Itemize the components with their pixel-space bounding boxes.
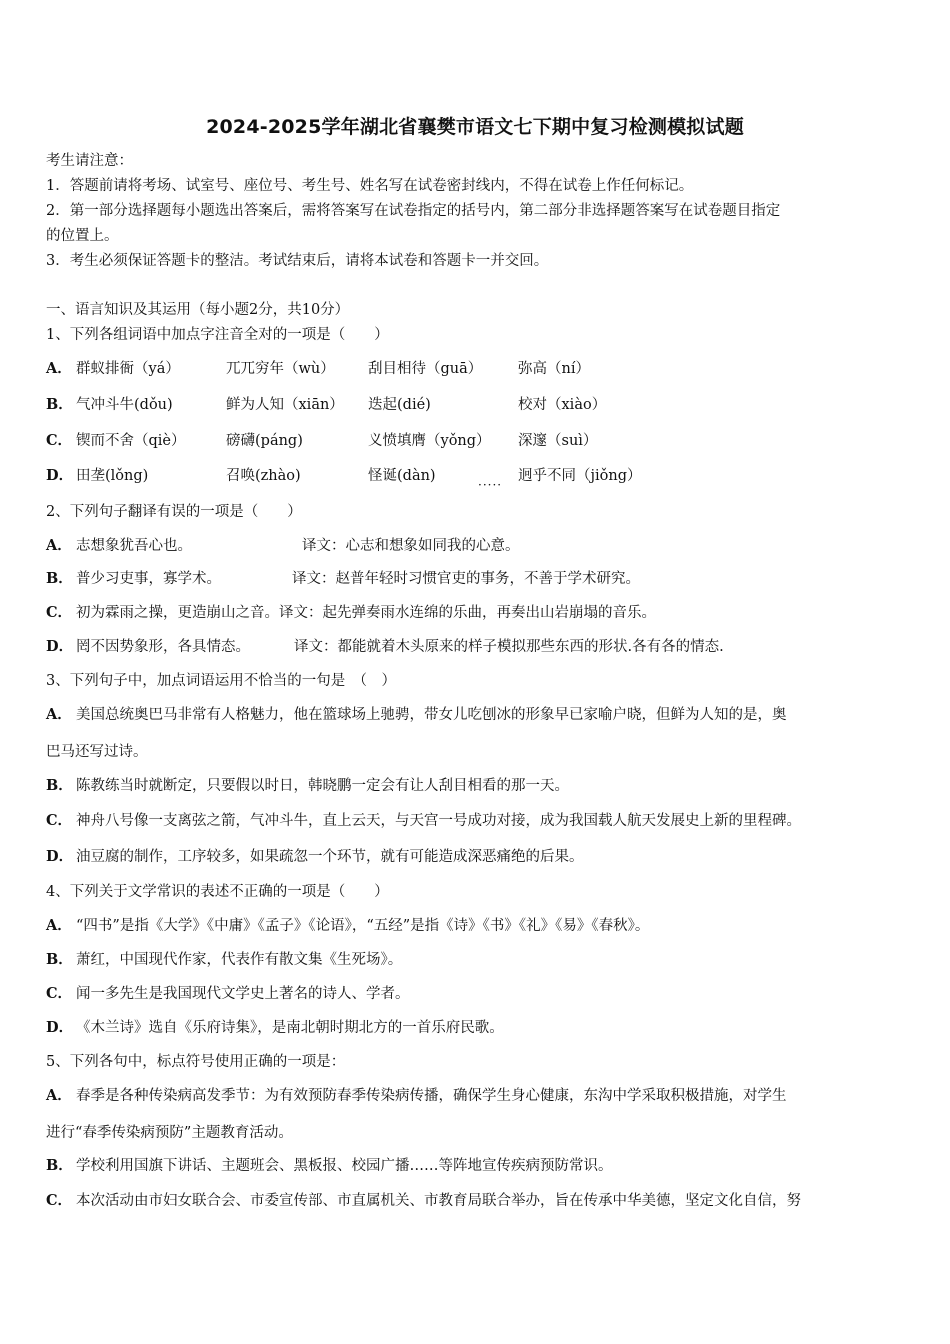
- q5-C-label: C．: [46, 1192, 73, 1209]
- q3-C-text: 神舟八号像一支离弦之箭，气冲斗牛，直上云天，与天宫一号成功对接，成为我国载人航天发展史上新的里程碑。: [76, 813, 801, 829]
- notice-item-1: 1．答题前请将考场、试室号、座位号、考生号、姓名写在试卷密封线内，不得在试卷上作任何标记。: [46, 178, 694, 194]
- q2-B-source: 普少习吏事，寡学术。: [76, 571, 221, 587]
- q5-C-text: 本次活动由市妇女联合会、市委宣传部、市直属机关、市教育局联合举办，旨在传承中华美德，坚定文化自信，努: [76, 1193, 801, 1209]
- q2-D-label: D．: [46, 638, 74, 655]
- q3-B-label: B．: [46, 777, 73, 794]
- q2-B-translation: 译文：赵普年轻时习惯官吏的事务，不善于学术研究。: [292, 571, 640, 587]
- q1-C-label: C．: [46, 432, 73, 449]
- q1-A-label: A．: [46, 360, 72, 377]
- section-heading: 一、语言知识及其运用（每小题2分，共10分）: [46, 302, 350, 318]
- page-title: 2024-2025学年湖北省襄樊市语文七下期中复习检测模拟试题: [206, 116, 744, 138]
- q2-C-label: C．: [46, 604, 73, 621]
- q4-C-label: C．: [46, 985, 73, 1002]
- q1-B-opt4: 校对（xiào）: [518, 397, 607, 413]
- q5-A-line1: 春季是各种传染病高发季节：为有效预防春季传染病传播，确保学生身心健康，东沟中学采取积极措施，对学生: [76, 1088, 787, 1104]
- q2-B-label: B．: [46, 570, 73, 587]
- q1-D-opt1: 田垄(lǒng): [76, 468, 149, 484]
- q3-C-label: C．: [46, 812, 73, 829]
- notice-item-2a: 2．第一部分选择题每小题选出答案后，需将答案写在试卷指定的括号内，第二部分非选择题答案写在试卷题目指定: [46, 203, 781, 219]
- q3-stem: 3、下列句子中，加点词语运用不恰当的一句是 （ ）: [46, 673, 396, 689]
- q5-stem: 5、下列各句中，标点符号使用正确的一项是：: [46, 1054, 346, 1070]
- q4-A-text: “四书”是指《大学》《中庸》《孟子》《论语》，“五经”是指《诗》《书》《礼》《易》《春秋》。: [76, 918, 650, 934]
- q1-B-label: B．: [46, 396, 73, 413]
- q5-B-text: 学校利用国旗下讲话、主题班会、黑板报、校园广播……等阵地宣传疾病预防常识。: [76, 1158, 613, 1174]
- q1-B-opt1: 气冲斗牛(dǒu): [76, 397, 173, 413]
- q1-D-label: D．: [46, 467, 74, 484]
- notice-heading: 考生请注意：: [46, 153, 133, 169]
- q2-stem: 2、下列句子翻译有误的一项是（ ）: [46, 504, 302, 520]
- q2-A-label: A．: [46, 537, 72, 554]
- q1-C-opt2: 磅礴(páng): [226, 433, 303, 449]
- q2-A-translation: 译文：心志和想象如同我的心意。: [302, 538, 520, 554]
- q2-D-translation: 译文：都能就着木头原来的样子模拟那些东西的形状.各有各的情态.: [294, 639, 724, 655]
- q4-C-text: 闻一多先生是我国现代文学史上著名的诗人、学者。: [76, 986, 410, 1002]
- q1-D-opt2: 召唤(zhào): [226, 468, 301, 484]
- q5-A-label: A．: [46, 1087, 72, 1104]
- q3-A-label: A．: [46, 706, 72, 723]
- emphasis-dots: ·····: [478, 478, 503, 492]
- q4-D-label: D．: [46, 1019, 74, 1036]
- q1-A-opt3: 刮目相待（guā）: [368, 361, 483, 377]
- q3-A-line2: 巴马还写过诗。: [46, 744, 148, 760]
- q5-B-label: B．: [46, 1157, 73, 1174]
- q3-D-text: 油豆腐的制作，工序较多，如果疏忽一个环节，就有可能造成深恶痛绝的后果。: [76, 849, 584, 865]
- q5-A-line2: 进行“春季传染病预防”主题教育活动。: [46, 1125, 293, 1141]
- q1-D-opt4: 迥乎不同（jiǒng）: [518, 468, 642, 484]
- q1-A-opt4: 弥高（ní）: [518, 361, 590, 377]
- q1-A-opt1: 群蚁排衙（yá）: [76, 361, 180, 377]
- q1-A-opt2: 兀兀穷年（wù）: [226, 361, 335, 377]
- q4-D-text: 《木兰诗》选自《乐府诗集》，是南北朝时期北方的一首乐府民歌。: [76, 1020, 504, 1036]
- q4-B-label: B．: [46, 951, 73, 968]
- q3-B-text: 陈教练当时就断定，只要假以时日，韩晓鹏一定会有让人刮目相看的那一天。: [76, 778, 569, 794]
- q2-D-source: 罔不因势象形，各具情态。: [76, 639, 250, 655]
- q4-stem: 4、下列关于文学常识的表述不正确的一项是（ ）: [46, 884, 389, 900]
- q1-B-opt2: 鲜为人知（xiān）: [226, 397, 344, 413]
- q1-C-opt1: 锲而不舍（qiè）: [76, 433, 186, 449]
- q2-A-source: 志想象犹吾心也。: [76, 538, 192, 554]
- q1-C-opt4: 深邃（suì）: [518, 433, 598, 449]
- q3-A-line1: 美国总统奥巴马非常有人格魅力，他在篮球场上驰骋，带女儿吃刨冰的形象早已家喻户晓，但鲜为人知的是，奥: [76, 707, 787, 723]
- q1-D-opt3: 怪诞(dàn): [368, 468, 436, 484]
- q1-B-opt3: 迭起(dié): [368, 397, 431, 413]
- q3-D-label: D．: [46, 848, 74, 865]
- q4-A-label: A．: [46, 917, 72, 934]
- q4-B-text: 萧红，中国现代作家，代表作有散文集《生死场》。: [76, 952, 403, 968]
- notice-item-3: 3．考生必须保证答题卡的整洁。考试结束后，请将本试卷和答题卡一并交回。: [46, 253, 549, 269]
- q1-C-opt3: 义愤填膺（yǒng）: [368, 433, 491, 449]
- notice-item-2b: 的位置上。: [46, 228, 119, 244]
- q1-stem: 1、下列各组词语中加点字注音全对的一项是（ ）: [46, 327, 389, 343]
- q2-C-text: 初为霖雨之操，更造崩山之音。译文：起先弹奏雨水连绵的乐曲，再奏出山岩崩塌的音乐。: [76, 605, 656, 621]
